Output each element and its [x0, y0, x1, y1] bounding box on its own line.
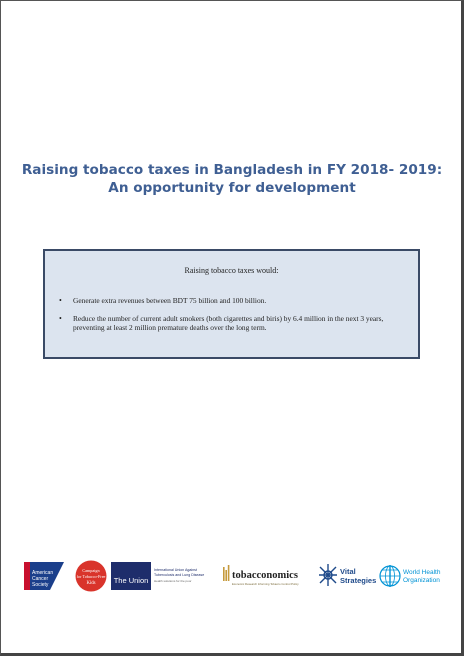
vital-strategies-logo [318, 563, 376, 589]
svg-text:American: American [32, 570, 54, 576]
title-line-1: Raising tobacco taxes in Bangladesh in FY 2018- 2019: [21, 162, 443, 178]
svg-text:International Union Against: International Union Against [154, 568, 197, 572]
svg-text:Campaign: Campaign [82, 568, 100, 573]
acs-logo [24, 562, 64, 590]
svg-text:Society: Society [32, 582, 49, 588]
svg-text:Vital: Vital [340, 567, 356, 576]
svg-text:World Health: World Health [403, 569, 441, 576]
union-fullname-text [154, 564, 222, 588]
svg-text:for Tobacco-Free: for Tobacco-Free [76, 574, 106, 579]
bullet-item [59, 314, 411, 333]
bullet-item [59, 296, 411, 306]
bullet-list [59, 296, 411, 341]
bullet-dot: • [59, 313, 62, 323]
svg-text:Economic Research Informing To: Economic Research Informing Tobacco Control Policy [232, 582, 299, 586]
svg-text:Health solutions for the poor: Health solutions for the poor [154, 579, 192, 583]
svg-text:Strategies: Strategies [340, 576, 376, 585]
svg-text:Organization: Organization [403, 577, 440, 584]
bullet-dot: • [59, 296, 62, 305]
key-points-box [43, 249, 420, 359]
partner-logos [24, 561, 442, 591]
svg-text:Kids: Kids [86, 581, 96, 586]
who-logo [379, 562, 443, 590]
cftfk-logo [75, 560, 107, 592]
svg-text:The Union: The Union [113, 576, 149, 585]
tobacconomics-logo [223, 563, 315, 589]
box-heading: Raising tobacco taxes would: [184, 266, 279, 275]
bullet-text: Generate extra revenues between BDT 75 billion and 100 billion. [73, 296, 267, 305]
svg-text:tobacconomics: tobacconomics [232, 570, 298, 581]
svg-text:Cancer: Cancer [32, 576, 49, 582]
title-line-2: An opportunity for development [108, 180, 356, 196]
page-title [20, 161, 444, 197]
bullet-text: Reduce the number of current adult smokers (both cigarettes and biris) by 6.4 million in the next 3 years, preventing at least 2 million premature deaths over the long term. [73, 313, 384, 333]
svg-text:Tuberculosis and Lung Disease: Tuberculosis and Lung Disease [154, 573, 205, 577]
the-union-logo [111, 562, 151, 590]
